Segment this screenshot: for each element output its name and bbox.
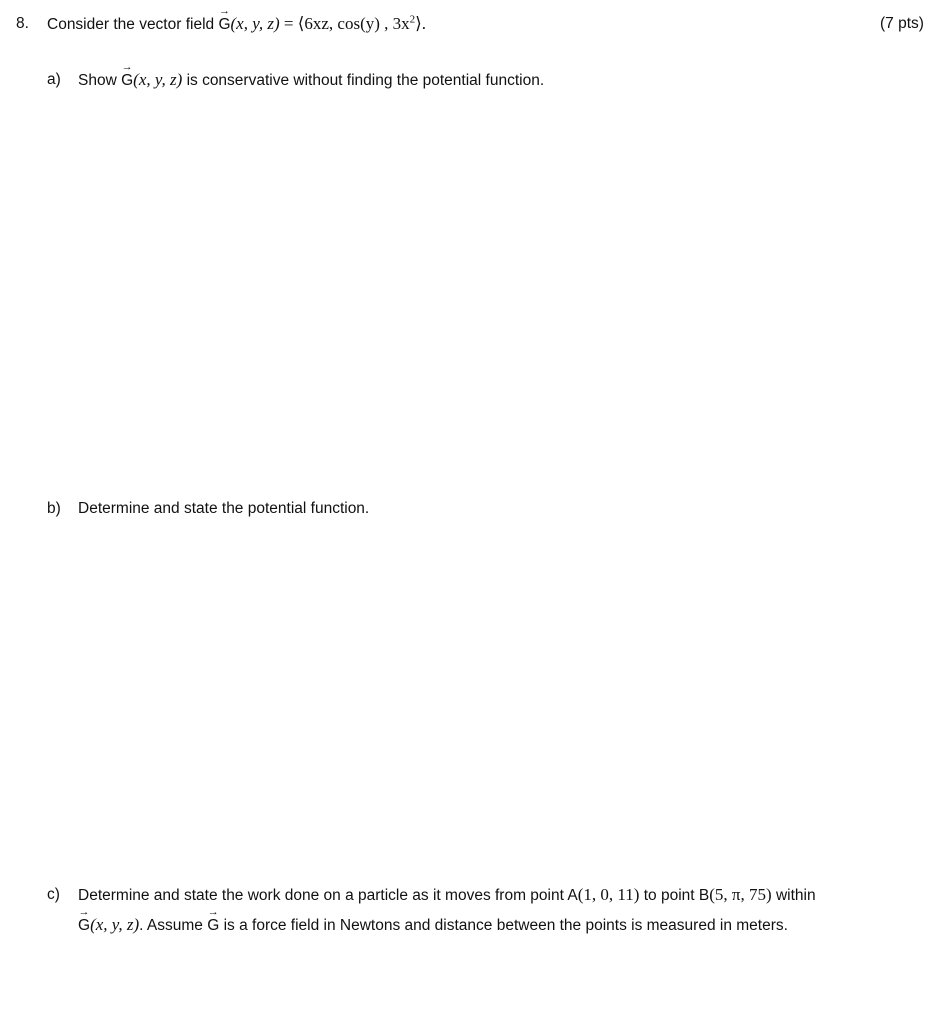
part-c-line2-post: is a force field in Newtons and distance between the points is measured in meters. [223, 917, 788, 934]
vector-g-symbol: → G [121, 71, 133, 91]
point-a-coords: (1, 0, 11) [577, 885, 640, 904]
intro-text: Consider the vector field [47, 16, 215, 33]
part-c-pre: Determine and state the work done on a particle as it moves from point A [78, 887, 578, 904]
part-b-label: b) [47, 500, 61, 517]
field-args: (x, y, z) [230, 14, 280, 33]
point-b-coords: (5, π, 75) [709, 885, 772, 904]
part-b-text: Determine and state the potential function. [78, 500, 370, 517]
points-label: (7 pts) [880, 15, 924, 32]
part-a-args: (x, y, z) [133, 70, 183, 89]
part-c-args: (x, y, z) [90, 915, 140, 934]
question-number: 8. [16, 15, 29, 32]
part-c-label: c) [47, 886, 60, 903]
vector-g-symbol: → G [78, 916, 90, 936]
question-statement [47, 14, 426, 35]
field-close: ⟩. [415, 14, 427, 33]
part-a-post: is conservative without finding the potential function. [186, 72, 545, 89]
field-exponent: 2 [409, 13, 416, 26]
part-a-pre: Show [78, 72, 117, 89]
part-c-mid: to point B [643, 887, 710, 904]
part-c-assume: . Assume [139, 917, 203, 934]
part-c-post: within [775, 887, 816, 904]
part-a-label: a) [47, 71, 61, 88]
field-definition [284, 14, 426, 33]
field-components: = ⟨6xz, cos(y) , 3x [283, 14, 410, 33]
vector-g-symbol: → G [218, 15, 230, 35]
part-c-text-line-1 [78, 885, 816, 906]
part-a-text [78, 70, 544, 91]
vector-g-symbol: → G [207, 916, 219, 936]
part-c-text-line-2 [78, 915, 788, 936]
